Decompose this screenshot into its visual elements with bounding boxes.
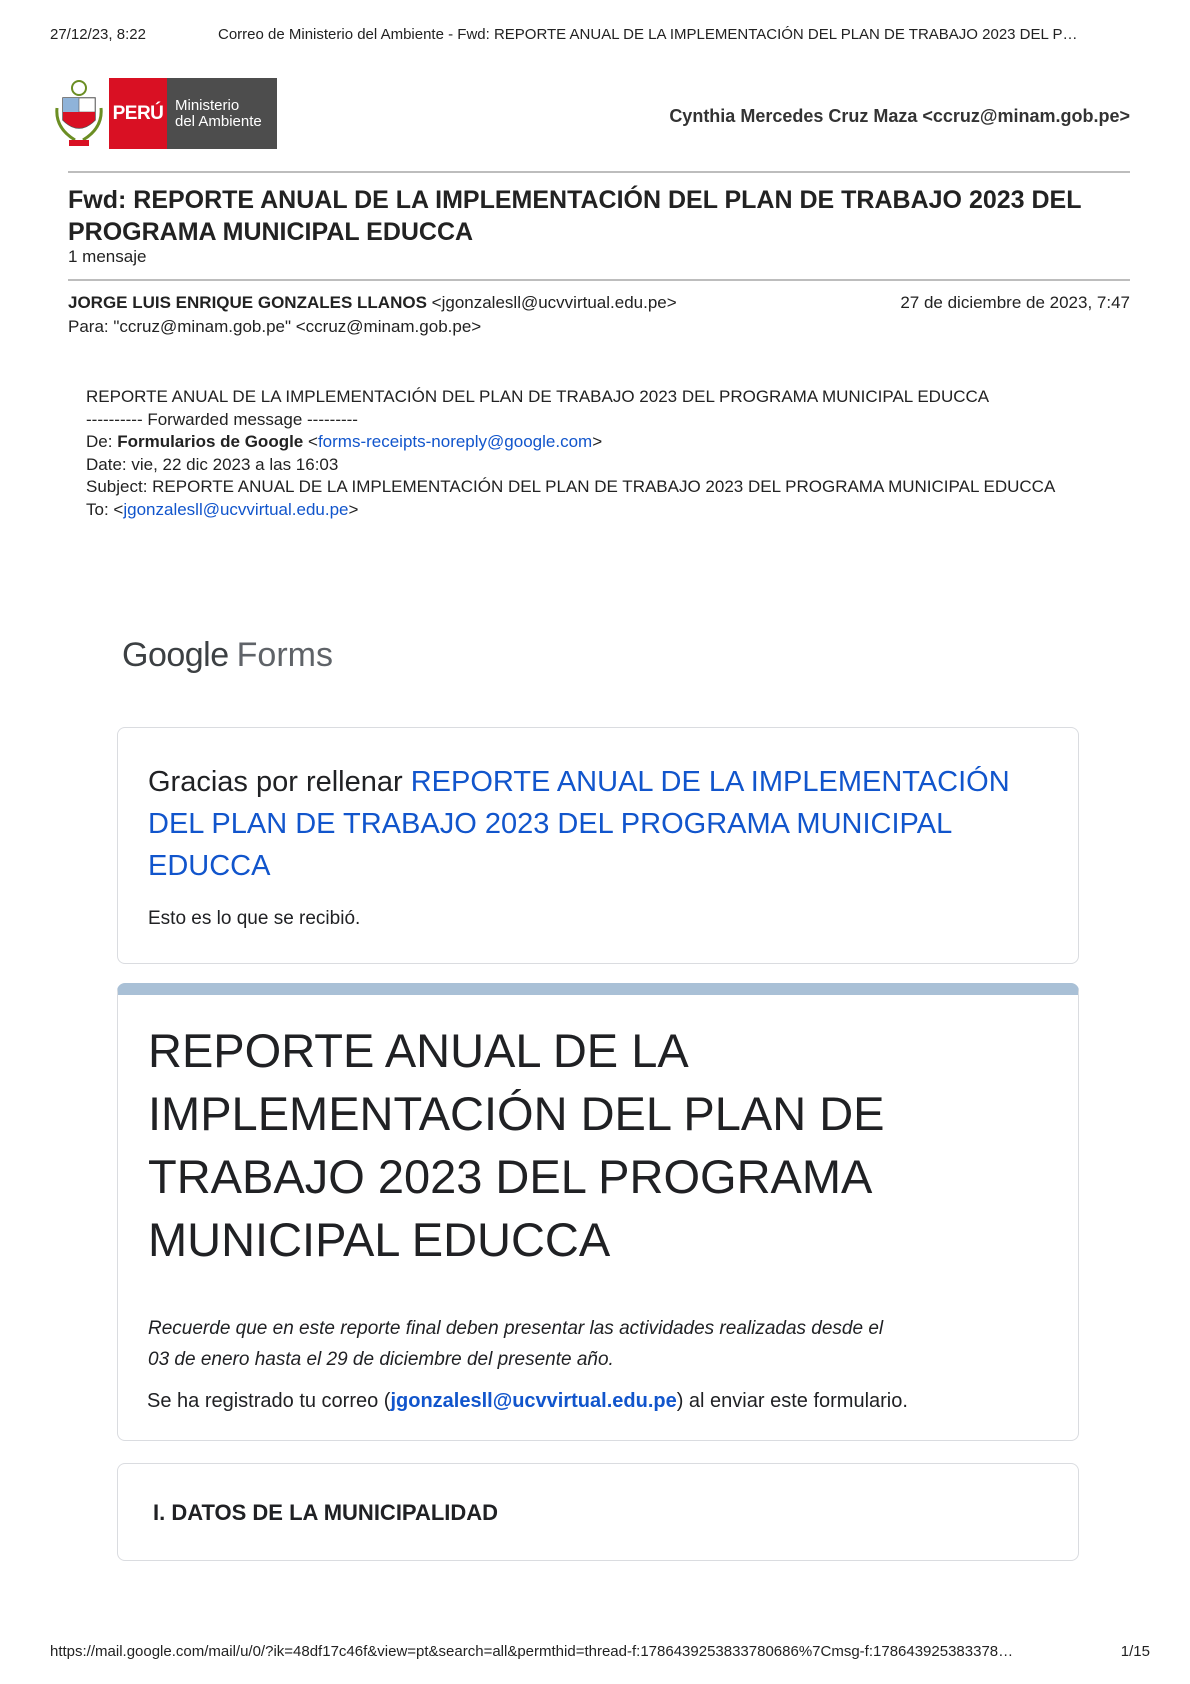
registered-suffix: ) al enviar este formulario. [676, 1390, 908, 1412]
email-subject: Fwd: REPORTE ANUAL DE LA IMPLEMENTACIÓN DEL PLAN DE TRABAJO 2023 DEL PROGRAMA MUNICIPAL EDUCCA [68, 186, 1082, 246]
google-wordmark: Google [122, 636, 229, 674]
print-footer [50, 1643, 1150, 1660]
forward-to-label: To: [86, 499, 114, 519]
print-url: https://mail.google.com/mail/u/0/?ik=48df17c46f&view=pt&search=all&permthid=thread-f:1786439253833780686%7Cmsg-f:178643925383378… [50, 1643, 1014, 1660]
forward-intro: REPORTE ANUAL DE LA IMPLEMENTACIÓN DEL PLAN DE TRABAJO 2023 DEL PROGRAMA MUNICIPAL EDUCCA [86, 387, 990, 406]
google-forms-logo [122, 636, 333, 675]
registered-prefix: Se ha registrado tu correo ( [147, 1390, 391, 1412]
thanks-message [148, 761, 1048, 887]
section-card [117, 1463, 1079, 1561]
ministry-logo [55, 78, 277, 149]
forward-to-line: To: <jgonzalesll@ucvvirtual.edu.pe> [86, 499, 359, 519]
forward-date-line: Date: vie, 22 dic 2023 a las 16:03 [86, 454, 339, 474]
page-number: 1/15 [1120, 1643, 1150, 1660]
form-title: REPORTE ANUAL DE LA IMPLEMENTACIÓN DEL PLAN DE TRABAJO 2023 DEL PROGRAMA MUNICIPAL EDUCCA [148, 1024, 885, 1266]
forward-subject-line: Subject: REPORTE ANUAL DE LA IMPLEMENTACIÓN DEL PLAN DE TRABAJO 2023 DEL PROGRAMA MUNICIPAL EDUCCA [86, 477, 1056, 496]
recipient-line: Para: "ccruz@minam.gob.pe" <ccruz@minam.gob.pe> [68, 317, 482, 336]
account-name: Cynthia Mercedes Cruz Maza <ccruz@minam.gob.pe> [669, 106, 1130, 126]
sender-line [68, 293, 677, 313]
logo-ministry-line1: Ministerio [175, 96, 240, 114]
thanks-card [117, 727, 1079, 964]
print-header [50, 26, 1150, 43]
registered-email: jgonzalesll@ucvvirtual.edu.pe [390, 1390, 677, 1412]
logo-peru-block: PERÚ [109, 78, 167, 149]
email-body [86, 386, 1066, 521]
registered-email-notice [147, 1390, 908, 1413]
forward-to-email-link[interactable]: jgonzalesll@ucvvirtual.edu.pe [123, 499, 349, 519]
print-page-title: Correo de Ministerio del Ambiente - Fwd: REPORTE ANUAL DE LA IMPLEMENTACIÓN DEL PLAN DE TRABAJO 2023 DEL P… [218, 26, 1078, 43]
sender-name: JORGE LUIS ENRIQUE GONZALES LLANOS [68, 293, 427, 312]
thanks-prefix: Gracias por rellenar [148, 766, 411, 798]
message-count: 1 mensaje [68, 247, 147, 266]
forward-from-name: Formularios de Google [117, 432, 304, 451]
logo-ministry-line2: del Ambiente [175, 112, 262, 130]
coat-of-arms-icon [55, 78, 103, 149]
forward-from-email-link[interactable]: forms-receipts-noreply@google.com [317, 432, 593, 451]
sender-email: <jgonzalesll@ucvvirtual.edu.pe> [431, 293, 677, 312]
forward-from-line: De: Formularios de Google <forms-receipts-noreply@google.com> [86, 432, 603, 451]
forms-wordmark: Forms [236, 636, 333, 674]
divider [68, 171, 1130, 173]
forward-from-label: De: [86, 432, 118, 451]
forward-separator: ---------- Forwarded message --------- [86, 409, 358, 429]
form-description: Recuerde que en este reporte final deben presentar las actividades realizadas desde el 03 de enero hasta el 29 de diciembre del presente año. [148, 1318, 884, 1370]
print-timestamp: 27/12/23, 8:22 [50, 26, 146, 43]
section-title: I. DATOS DE LA MUNICIPALIDAD [153, 1500, 499, 1525]
form-title-link[interactable]: REPORTE ANUAL DE LA IMPLEMENTACIÓN DEL PLAN DE TRABAJO 2023 DEL PROGRAMA MUNICIPAL EDUCCA [148, 766, 1010, 882]
email-date: 27 de diciembre de 2023, 7:47 [900, 293, 1130, 312]
logo-ministry-block [167, 78, 277, 149]
form-header-card [117, 983, 1079, 1441]
received-text: Esto es lo que se recibió. [148, 908, 361, 929]
divider [68, 279, 1130, 281]
